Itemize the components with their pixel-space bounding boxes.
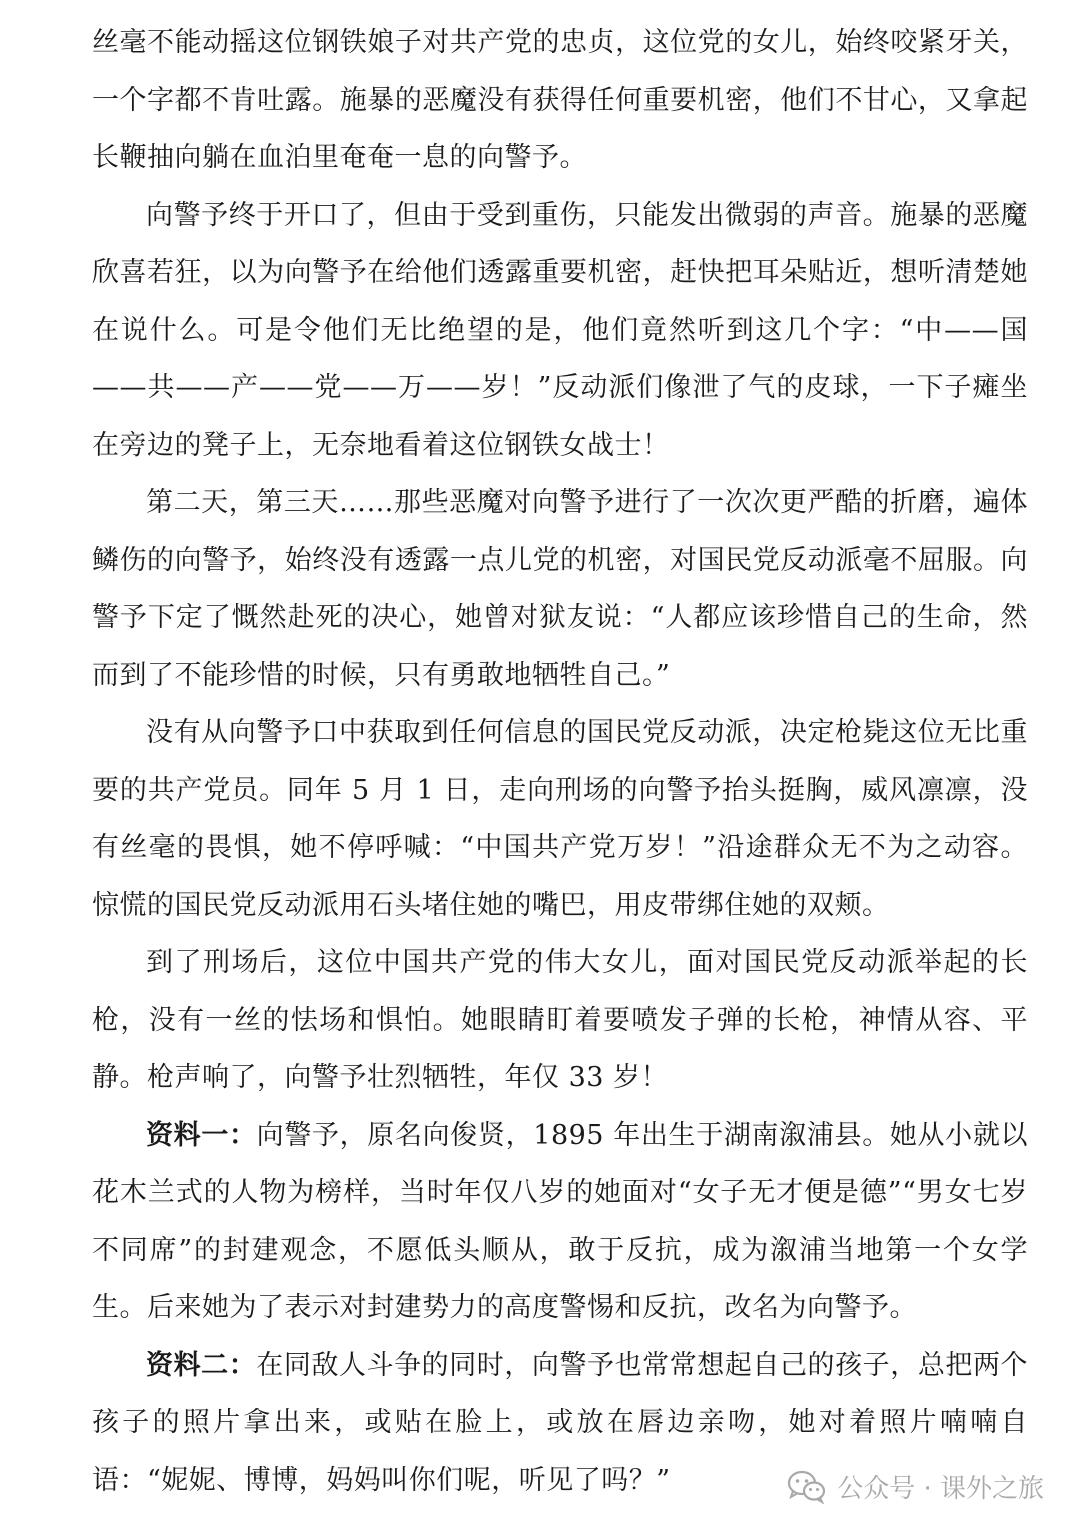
- material-one-paragraph: [92, 1107, 1028, 1337]
- paragraph-1-text: 丝毫不能动摇这位钢铁娘子对共产党的忠贞，这位党的女儿，始终咬紧牙关，一个字都不肯吐露。施暴的恶魔没有获得任何重要机密，他们不甘心，又拿起长鞭抽向躺在血泊里奄奄一息的向警予。: [92, 27, 1028, 173]
- wechat-icon: [787, 1470, 827, 1504]
- paragraph-3-text: 第二天，第三天……那些恶魔对向警予进行了一次次更严酷的折磨，遍体鳞伤的向警予，始终没有透露一点儿党的机密，对国民党反动派毫不屈服。向警予下定了慨然赴死的决心，她曾对狱友说：“人都应该珍惜自己的生命，然而到了不能珍惜的时候，只有勇敢地牺牲自己。”: [92, 487, 1028, 691]
- paragraph-4-text: 没有从向警予口中获取到任何信息的国民党反动派，决定枪毙这位无比重要的共产党员。同年 5 月 1 日，走向刑场的向警予抬头挺胸，威风凛凛，没有丝毫的畏惧，她不停呼喊：“中国共产党万岁！”沿途群众无不为之动容。惊慌的国民党反动派用石头堵住她的嘴巴，用皮带绑住她的双颊。: [92, 717, 1028, 921]
- material-two-label: 资料二：: [146, 1349, 257, 1381]
- paragraph-5: [92, 934, 1028, 1107]
- material-one-label: 资料一：: [146, 1119, 257, 1151]
- watermark: [787, 1468, 1044, 1505]
- document-body: [92, 14, 1028, 1509]
- material-one-text: 向警予，原名向俊贤，1895 年出生于湖南溆浦县。她从小就以花木兰式的人物为榜样，当时年仅八岁的她面对“女子无才便是德”“男女七岁不同席”的封建观念，不愿低头顺从，敢于反抗，成为溆浦当地第一个女学生。后来她为了表示对封建势力的高度警惕和反抗，改名为向警予。: [92, 1119, 1029, 1323]
- paragraph-5-text: 到了刑场后，这位中国共产党的伟大女儿，面对国民党反动派举起的长枪，没有一丝的怯场和惧怕。她眼睛盯着要喷发子弹的长枪，神情从容、平静。枪声响了，向警予壮烈牺牲，年仅 33 岁！: [92, 947, 1028, 1093]
- watermark-text: 公众号 · 课外之旅: [837, 1474, 1044, 1504]
- paragraph-3: [92, 474, 1028, 704]
- paragraph-4: [92, 704, 1028, 934]
- paragraph-2: [92, 187, 1028, 475]
- paragraph-1: [92, 14, 1028, 187]
- paragraph-2-text: 向警予终于开口了，但由于受到重伤，只能发出微弱的声音。施暴的恶魔欣喜若狂，以为向警予在给他们透露重要机密，赶快把耳朵贴近，想听清楚她在说什么。可是令他们无比绝望的是，他们竟然听到这几个字：“中——国——共——产——党——万——岁！”反动派们像泄了气的皮球，一下子瘫坐在旁边的凳子上，无奈地看着这位钢铁女战士！: [92, 199, 1028, 461]
- material-two-text: 在同敌人斗争的同时，向警予也常常想起自己的孩子，总把两个孩子的照片拿出来，或贴在脸上，或放在唇边亲吻，她对着照片喃喃自语：“妮妮、博博，妈妈叫你们呢，听见了吗？”: [92, 1349, 1029, 1496]
